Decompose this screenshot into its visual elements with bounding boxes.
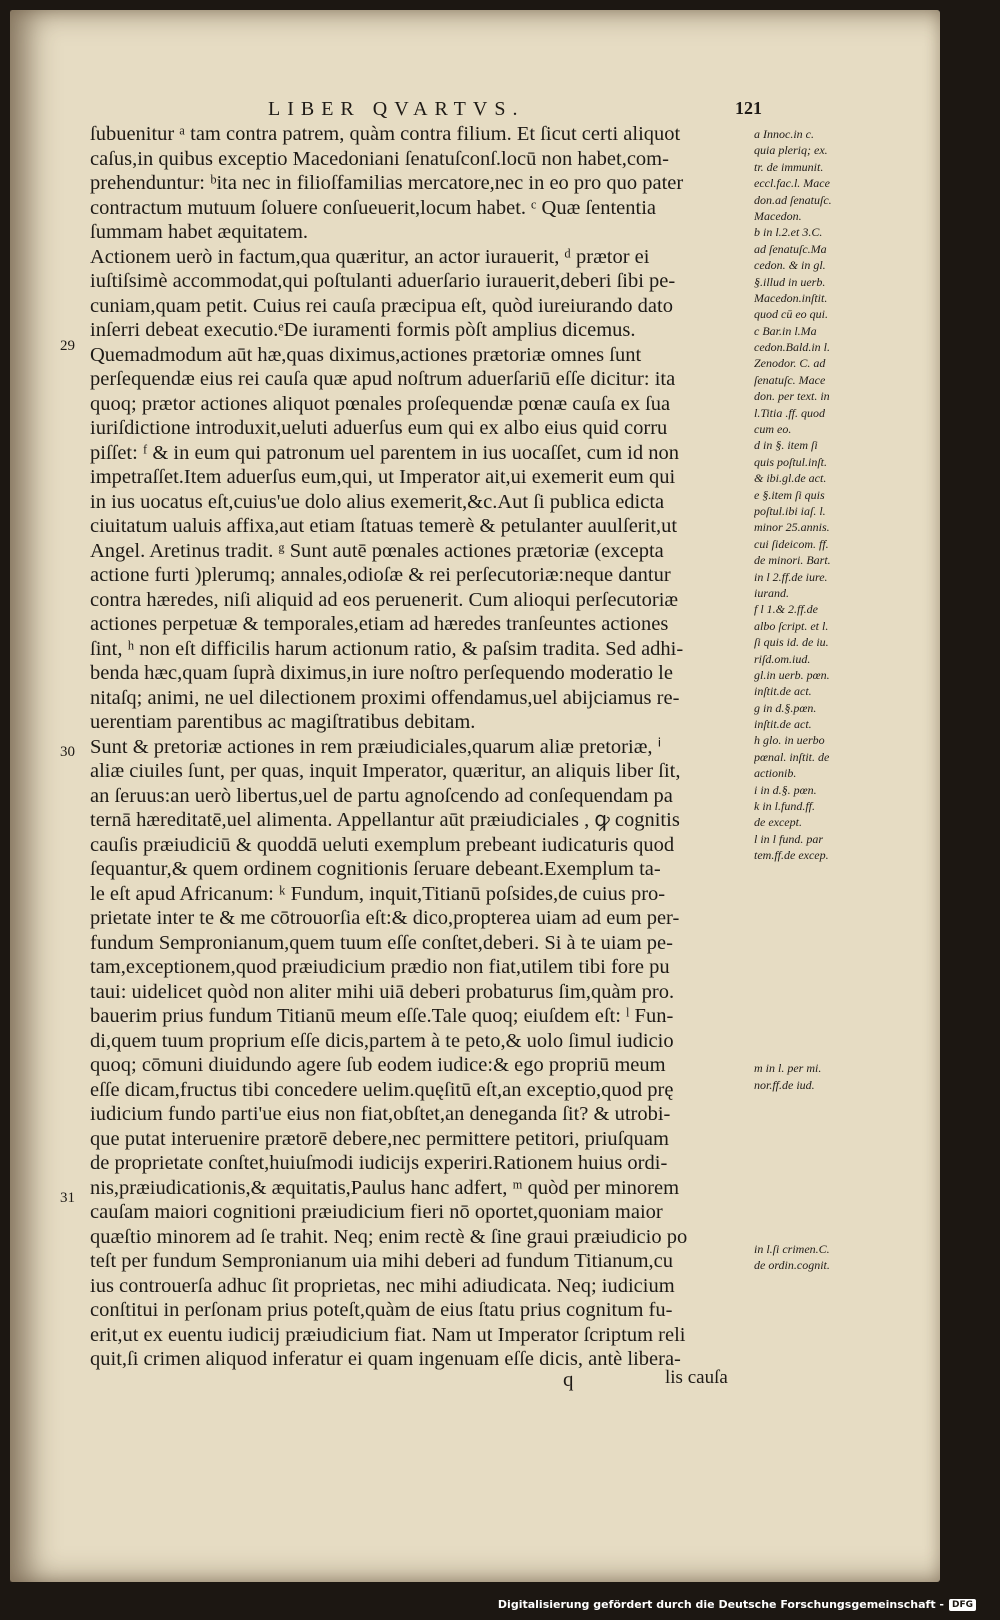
text-line: piſſet: ᶠ & in eum qui patronum uel parentem in ius uocaſſet, cum id non [90,441,679,464]
running-head [10,98,950,122]
text-line: ſequantur,& quem ordinem cognitionis ſeruare debeant.Exemplum ta- [90,858,661,880]
text-line: que putat interuenire prætorē debere,nec permittere petitori, priuſquam [90,1127,669,1150]
marginal-note-line: cedon. & in gl. [754,258,826,273]
text-line: ternā hæreditatē,uel alimenta. Appellantur aūt præiudiciales , ꝙ cognitis [90,809,680,831]
marginal-note-line: f l 1.& 2.ff.de [754,602,818,617]
marginal-note-line [754,896,866,912]
text-line: bauerim prius fundum Titianū meum eſſe.Tale quoq; eiuſdem eſt: ˡ Fun- [90,1005,674,1027]
marginal-note-line: e §.item ſi quis [754,487,825,502]
text-line: actione furti )plerumq; annales,odioſæ & rei perſecutoriæ:neque dantur [90,564,671,586]
text-line: ciuitatum ualuis affixa,aut etiam ſtatuas temerè & petulanter auulſerit,ut [90,515,678,537]
text-line: cauſam maiori cognitioni præiudicium fieri nō oportet,quoniam maior [90,1201,663,1223]
marginal-note-line: k in l.fund.ff. [754,799,815,814]
text-line: taui: uidelicet quòd non aliter mihi uiā deberi probaturus ſim,quàm pro. [90,980,675,1003]
text-line: Quemadmodum aūt hæ,quas diximus,actiones prætoriæ omnes ſunt [90,343,642,366]
marginal-note-line [754,1093,866,1109]
text-line: tam,exceptionem,quod præiudicium prædio non fiat,utilem tibi fore pu [90,956,670,978]
text-line: eſſe dicam,fructus tibi concedere uelim.quęſitū eſt,an exceptio,quod prę [90,1078,674,1101]
text-line: contra hæredes, niſi aliquid ad eos peruenerit. Cum alioqui perſecutoriæ [90,588,679,611]
marginal-note-line: cedon.Bald.in l. [754,340,830,355]
signature-mark: q [563,1367,574,1391]
marginal-note-line [754,913,866,929]
text-line: actiones perpetuæ & temporales,etiam ad hæredes tranſeuntes actiones [90,613,669,635]
text-line: iuriſdictione introduxit,ueluti aduerſus eum qui ex albo eius quid corru [90,417,668,439]
section-number-30: 30 [60,744,75,760]
text-line: prehenduntur: ᵇita nec in filioſfamilias mercatore,nec in eo pro quo pater [90,172,684,194]
marginal-note-line: c Bar.in l.Ma [754,323,817,338]
running-title: LIBER QVARTVS. [268,98,525,120]
marginal-note-line [754,1109,866,1125]
text-line: perſequendæ eius rei cauſa quæ apud noſtrum aduerſariū eſſe dicitur: ita [90,368,676,390]
text-line: fundum Sempronianum,quem tuum eſſe conſtet,deberi. Si à te uiam pe- [90,931,673,954]
marginal-note-line [754,1175,866,1191]
marginal-note-line: b in l.2.et 3.C. [754,225,823,240]
marginal-note-line [754,962,866,978]
marginal-note-line: g in d.§.pœn. [754,700,817,715]
text-line: iuſtiſsimè accommodat,qui poſtulanti aduerſario iurauerit,deberi ſibi pe- [90,270,676,292]
marginal-note-line [754,978,866,994]
text-line: quit,ſi crimen aliquod inferatur ei quam ingenuam eſſe dicis, antè libera- [90,1348,681,1370]
text-line: quæſtio minorem ad ſe trahit. Neq; enim rectè & ſine graui præiudicio po [90,1225,688,1248]
marginal-note-line: don.ad ſenatuſc. [754,192,832,207]
book-page [10,10,940,1582]
text-line: benda hæc,quam ſuprà diximus,in iure noſtro perſequendo moderatio le [90,662,673,684]
marginal-note-line: d in §. item ſi [754,438,818,453]
catchword: lis cauſa [665,1367,728,1388]
marginal-note-line [754,1159,866,1175]
text-line: Angel. Aretinus tradit. ᵍ Sunt autē pœnales actiones prætoriæ (excepta [90,539,664,562]
section-number-31: 31 [60,1190,75,1206]
marginal-note-line: eccl.fac.l. Mace [754,176,830,191]
marginal-note-line: quod cū eo qui. [754,307,828,322]
marginal-note-line: Zenodor. C. ad [754,356,826,371]
marginal-note-line: Macedon.inſtit. [754,290,828,305]
dfg-logo-icon: DFG [949,1599,976,1611]
marginal-note-line: quia pleriq; ex. [754,143,828,158]
marginal-note-line: minor 25.annis. [754,520,830,535]
text-line: impetraſſet.Item aduerſus eum,qui, ut Imperator ait,ui exemerit eum qui [90,466,676,488]
marginal-note-line: tem.ff.de excep. [754,848,829,863]
marginal-note-line: de minori. Bart. [754,553,831,568]
marginal-note-line [754,1027,866,1043]
marginal-note-line: quis poſtul.inſt. [754,454,828,469]
text-line: teſt per fundum Sempronianum uia mihi deberi ad fundum Titianum,cu [90,1250,674,1272]
text-line: conſtitui in perſonam prius poteſt,quàm de eius ſtatu prius cognitum fu- [90,1299,673,1321]
marginal-note-line [754,1011,866,1027]
text-line: caſus,in quibus exceptio Macedoniani ſenatuſconſ.locū non habet,com- [90,147,669,170]
text-line: inſerri debeat executio.ᵉDe iuramenti formis pòſt amplius dicemus. [90,319,636,341]
marginal-note-line: gl.in uerb. pœn. [754,667,830,682]
marginal-note-line [754,929,866,945]
marginal-note-line: riſd.om.iud. [754,651,811,666]
marginal-note-line: pœnal. inſtit. de [754,749,830,764]
marginal-note-line: nor.ff.de iud. [754,1077,815,1092]
text-line: aliæ ciuiles ſunt, per quas, inquit Imperator, quæritur, an aliquis liber ſit, [90,760,681,782]
text-line: quoq; cōmuni diuidundo agere ſub eodem iudice:& ego propriū meum [90,1054,666,1076]
marginal-note-line: poſtul.ibi iaſ. l. [754,503,826,518]
marginal-note-line: de ordin.cognit. [754,1257,830,1272]
marginal-note-line: iurand. [754,585,790,600]
text-line: ſummam habet æquitatem. [90,221,309,243]
marginal-note-line: in l.ſi crimen.C. [754,1241,830,1256]
marginal-note-line: l.Titia .ff. quod [754,405,826,420]
marginal-note-line [754,880,866,896]
marginal-note-line [754,946,866,962]
digitization-footer [498,1598,976,1611]
text-line: de proprietate conſtet,huiuſmodi iudicijs experiri.Rationem huius ordi- [90,1152,668,1174]
marginal-note-line: i in d.§. pœn. [754,782,817,797]
text-line: ſubuenitur ᵃ tam contra patrem, quàm contra filium. Et ſicut certi aliquot [90,123,681,145]
marginal-note-line: inſtit.de act. [754,684,812,699]
marginal-note-line: cum eo. [754,422,792,437]
marginal-note-line: cui ſideicom. ff. [754,536,829,551]
marginal-note-line [754,1142,866,1158]
marginal-note-line: don. per text. in [754,389,830,404]
marginal-note-line: tr. de immunit. [754,159,824,174]
folio-number: 121 [735,98,762,118]
marginal-note-line [754,1208,866,1224]
marginal-note-line: a Innoc.in c. [754,127,814,141]
text-line: le eſt apud Africanum: ᵏ Fundum, inquit,Titianū poſsides,de cuius pro- [90,882,666,905]
marginal-note-line: & ibi.gl.de act. [754,471,827,486]
marginal-note-line: actionib. [754,766,797,781]
marginal-note-line: inſtit.de act. [754,717,812,732]
marginal-note-line [754,995,866,1011]
marginal-note-line: h glo. in uerbo [754,733,825,748]
text-line: cauſis præiudiciū & quoddā ueluti exemplum prebeant iudicaturis quod [90,833,675,856]
text-line: iudicium fundo parti'ue eius non fiat,obſtet,an deneganda ſit? & utrobi- [90,1103,671,1125]
marginal-note-line [754,1224,866,1240]
marginal-note-line: de except. [754,815,802,830]
text-line: erit,ut ex euentu iudicij præiudicium fiat. Nam ut Imperator ſcriptum reli [90,1323,686,1346]
marginal-note-line: l in l fund. par [754,831,824,846]
marginal-note-line [754,1044,866,1060]
text-line: Actionem uerò in factum,qua quæritur, an actor iurauerit, ᵈ prætor ei [90,245,650,268]
marginal-note-line: ad ſenatuſc.Ma [754,241,827,256]
marginal-note-line: in l 2.ff.de iure. [754,569,828,584]
text-line: quoq; prætor actiones aliquot pœnales proſequendæ pœnæ cauſa ex ſua [90,392,671,415]
marginal-note-line: ſenatuſc. Mace [754,372,826,387]
text-line: ius controuerſa adhuc ſit proprietas, nec mihi adiudicata. Neq; iudicium [90,1274,675,1297]
marginal-notes-column [754,126,866,1273]
marginal-note-line: §.illud in uerb. [754,274,826,289]
section-number-29: 29 [60,338,75,354]
text-line: in ius uocatus eſt,cuius'ue dolo alius exemerit,&c.Aut ſi publica edicta [90,490,665,513]
text-line: an ſeruus:an uerò libertus,uel de partu agnoſcendo ad conſequendam pa [90,784,673,807]
footer-text: Digitalisierung gefördert durch die Deutsche Forschungsgemeinschaft - [497,1598,944,1611]
marginal-note-line: ſi quis id. de iu. [754,635,829,650]
text-line: cuniam,quam petit. Cuius rei cauſa præcipua eſt, quòd iureiurando dato [90,294,673,317]
text-line: nitaſq; animi, ne uel dilectionem proximi offendamus,uel abijciamus re- [90,686,680,709]
text-line: ſint, ʰ non eſt difficilis harum actionum ratio, & paſsim tradita. Sed adhi- [90,637,684,660]
text-line: uerentiam parentibus ac magiſtratibus debitam. [90,711,476,733]
text-line: di,quem tuum proprium eſſe dicis,partem à te peto,& uolo ſimul iudicio [90,1029,674,1052]
main-text-block [90,122,752,1372]
marginal-note-line [754,1126,866,1142]
marginal-note-line: m in l. per mi. [754,1061,822,1076]
marginal-note-line: albo ſcript. et l. [754,618,829,633]
text-line: nis,præiudicationis,& æquitatis,Paulus hanc adfert, ᵐ quòd per minorem [90,1176,680,1199]
text-line: Sunt & pretoriæ actiones in rem præiudiciales,quarum aliæ pretoriæ, ⁱ [90,735,662,758]
marginal-note-line [754,1191,866,1207]
marginal-note-line [754,864,866,880]
text-line: contractum mutuum ſoluere conſueuerit,locum habet. ᶜ Quæ ſententia [90,196,656,219]
text-line: prietate inter te & me cōtrouorſia eſt:& dico,propterea uiam ad eum per- [90,907,680,929]
marginal-note-line: Macedon. [754,208,802,223]
